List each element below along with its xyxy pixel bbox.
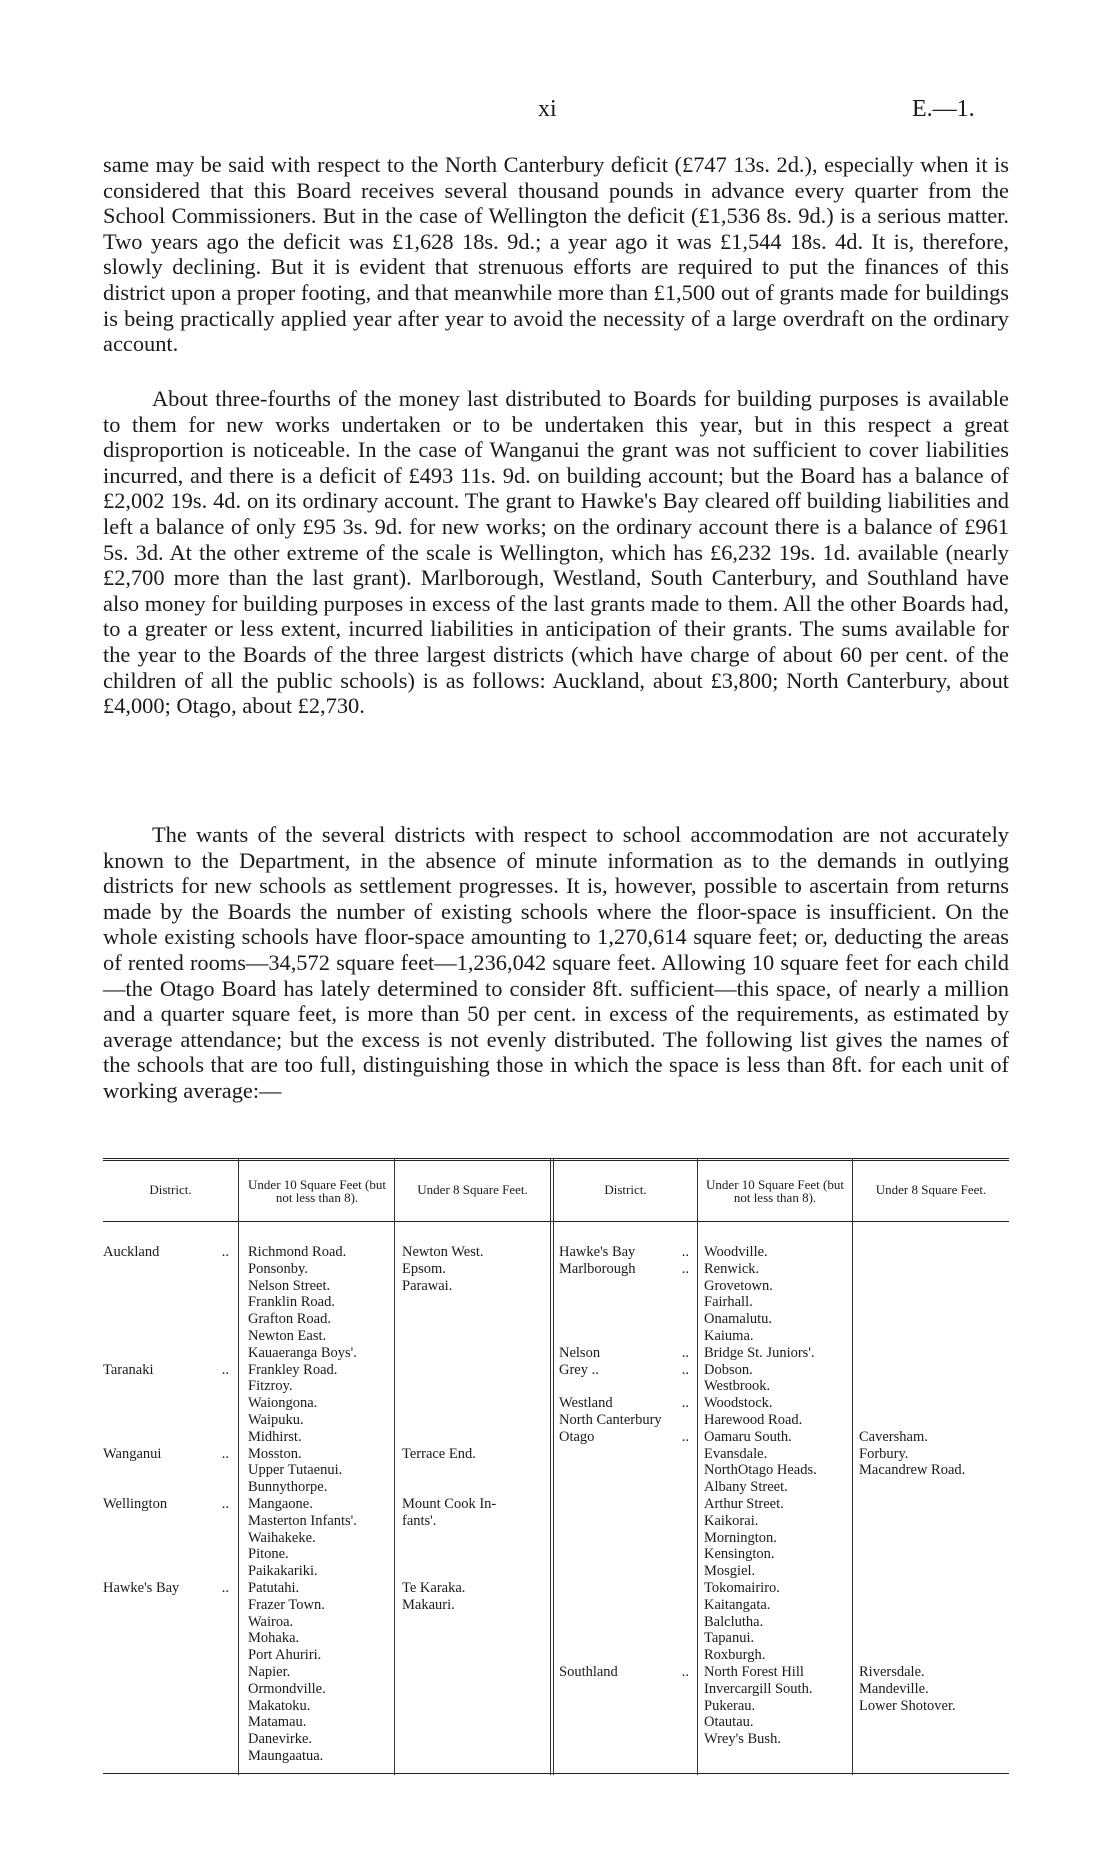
school-under10: Midhirst. xyxy=(248,1428,302,1445)
school-under10: Kaikorai. xyxy=(704,1512,759,1529)
school-under10: Invercargill South. xyxy=(704,1680,813,1697)
leader-dots: .. xyxy=(221,1496,229,1512)
school-under10: Onamalutu. xyxy=(704,1311,773,1328)
leader-dots: .. xyxy=(221,1244,229,1260)
school-under10: Ormondville. xyxy=(248,1680,326,1697)
school-under10: Ponsonby. xyxy=(248,1260,308,1277)
district-name: Otago .. xyxy=(559,1428,689,1445)
school-under10: Masterton Infants'. xyxy=(248,1512,357,1529)
school-under10: Waipuku. xyxy=(248,1412,304,1428)
school-under10: Patutahi. xyxy=(248,1580,300,1596)
school-under10: Mohaka. xyxy=(248,1630,300,1647)
paragraph-1: same may be said with respect to the North Canterbury deficit (£747 13s. 2d.), especially when it is considered that this Board receives several thousand pounds in advance every quarter from the School Commissioners. But in the case of Wellington the deficit (£1,536 8s. 9d.) is a serious matter. Two years ago the deficit was £1,628 18s. 9d.; a year ago it was £1,544 18s. 4d. It is, therefore, slowly declining. But it is evident that strenuous efforts are required to put the finances of this district upon a proper footing, and that meanwhile more than £1,500 out of grants made for buildings is being practically applied year after year to avoid the necessity of a large overdraft on the ordinary account. xyxy=(103,152,1009,357)
school-under10: Pukerau. xyxy=(704,1697,756,1714)
school-under10: Danevirke. xyxy=(248,1731,313,1748)
school-under10: Woodstock. xyxy=(704,1395,773,1412)
school-under8: Te Karaka. xyxy=(402,1580,466,1596)
district-name: North Canterbury xyxy=(559,1412,662,1428)
school-under10: Roxburgh. xyxy=(704,1647,766,1664)
school-under10: Mosston. xyxy=(248,1445,302,1462)
school-under10: Waihakeke. xyxy=(248,1529,316,1546)
school-under8: fants'. xyxy=(402,1512,437,1529)
school-under10: Matamau. xyxy=(248,1714,307,1731)
district-name: Westland .. xyxy=(559,1395,689,1412)
header-under8-right: Under 8 Square Feet. xyxy=(875,1182,987,1197)
school-under8: Epsom. xyxy=(402,1260,446,1277)
school-under8: Makauri. xyxy=(402,1596,455,1613)
school-under10: Nelson Street. xyxy=(248,1277,331,1294)
school-under8: Mandeville. xyxy=(859,1680,929,1697)
school-under10: Kaiuma. xyxy=(704,1328,754,1344)
school-under10: Port Ahuriri. xyxy=(248,1647,322,1664)
school-under10: Kaitangata. xyxy=(704,1596,771,1613)
school-under10: Westbrook. xyxy=(704,1378,771,1395)
school-under8: Riversdale. xyxy=(859,1664,925,1680)
paragraph-2: About three-fourths of the money last distributed to Boards for building purposes is available to them for new works undertaken or to be undertaken this year, but in this respect a great disproportion is noticeable. In the case of Wanganui the grant was not sufficient to cover liabilities incurred, and there is a deficit of £493 11s. 9d. on building account; but the Board has a balance of £2,002 19s. 4d. on its ordinary account. The grant to Hawke's Bay cleared off building liabilities and left a balance of only £95 3s. 9d. for new works; on the ordinary account there is a balance of £961 5s. 3d. At the other extreme of the scale is Wellington, which has £6,232 19s. 1d. available (nearly £2,700 more than the last grant). Marlborough, Westland, South Canterbury, and Southland have also money for building purposes in excess of the last grants made to them. All the other Boards had, to a greater or less extent, incurred liabilities in anticipation of their grants. The sums available for the year to the Boards of the three largest districts (which have charge of about 60 per cent. of the children of all the public schools) is as follows: Auckland, about £3,800; North Canterbury, about £4,000; Otago, about £2,730. xyxy=(103,386,1009,719)
school-under10: Fairhall. xyxy=(704,1294,753,1311)
column-divider xyxy=(394,1158,395,1775)
school-under10: Pitone. xyxy=(248,1546,289,1563)
header-district-left: District. xyxy=(149,1182,192,1197)
school-under10: Frankley Road. xyxy=(248,1361,338,1378)
school-under10: Grafton Road. xyxy=(248,1311,331,1328)
school-under10: Tapanui. xyxy=(704,1630,755,1647)
school-under10: NorthOtago Heads. xyxy=(704,1462,817,1479)
school-under10: Upper Tutaenui. xyxy=(248,1462,343,1479)
column-divider xyxy=(550,1158,551,1775)
column-divider xyxy=(852,1158,853,1775)
school-under10: Frazer Town. xyxy=(248,1596,325,1613)
school-under10: Richmond Road. xyxy=(248,1244,347,1260)
school-under10: Balclutha. xyxy=(704,1613,764,1630)
school-under10: Otautau. xyxy=(704,1714,754,1731)
school-under10: Mosgiel. xyxy=(704,1563,756,1580)
school-under10: Maungaatua. xyxy=(248,1748,324,1764)
district-name: Marlborough .. xyxy=(559,1260,689,1277)
page-number: xi xyxy=(538,96,557,122)
header-under8-left: Under 8 Square Feet. xyxy=(417,1182,528,1197)
school-under8: Macandrew Road. xyxy=(859,1462,966,1479)
column-divider xyxy=(697,1158,698,1775)
school-under10: Renwick. xyxy=(704,1260,760,1277)
leader-dots: .. xyxy=(681,1664,689,1680)
district-name: Wanganui .. xyxy=(103,1445,229,1462)
school-under10: Bunnythorpe. xyxy=(248,1479,328,1496)
leader-dots: .. xyxy=(681,1344,689,1361)
school-under10: Franklin Road. xyxy=(248,1294,335,1311)
district-name: Southland .. xyxy=(559,1664,689,1680)
school-under10: Wairoa. xyxy=(248,1613,294,1630)
school-under10: Grovetown. xyxy=(704,1277,773,1294)
school-under10: Napier. xyxy=(248,1664,291,1680)
leader-dots: .. xyxy=(221,1580,229,1596)
school-under10: Dobson. xyxy=(704,1361,753,1378)
school-under10: North Forest Hill xyxy=(704,1664,804,1680)
overcrowded-schools-table xyxy=(103,1158,1009,1775)
header-under10-right: Under 10 Square Feet (but not less than 8). xyxy=(706,1177,844,1205)
school-under10: Wrey's Bush. xyxy=(704,1731,781,1748)
school-under10: Mornington. xyxy=(704,1529,777,1546)
school-under10: Newton East. xyxy=(248,1328,327,1344)
leader-dots: .. xyxy=(681,1244,689,1260)
school-under8: Lower Shotover. xyxy=(859,1697,956,1714)
school-under10: Evansdale. xyxy=(704,1445,768,1462)
school-under10: Arthur Street. xyxy=(704,1496,784,1512)
district-name: Hawke's Bay .. xyxy=(103,1580,229,1596)
school-under10: Harewood Road. xyxy=(704,1412,803,1428)
leader-dots: .. xyxy=(221,1361,229,1378)
header-district-right: District. xyxy=(604,1182,647,1197)
school-under8: Mount Cook In- xyxy=(402,1496,497,1512)
school-under8: Caversham. xyxy=(859,1428,928,1445)
school-under10: Mangaone. xyxy=(248,1496,313,1512)
leader-dots: .. xyxy=(221,1445,229,1462)
district-name: Grey .. .. xyxy=(559,1361,689,1378)
column-divider xyxy=(553,1158,554,1775)
school-under8: Newton West. xyxy=(402,1244,484,1260)
school-under10: Kauaeranga Boys'. xyxy=(248,1344,357,1361)
leader-dots: .. xyxy=(681,1361,689,1378)
district-name: Wellington .. xyxy=(103,1496,229,1512)
header-under10-left: Under 10 Square Feet (but not less than 8). xyxy=(248,1177,386,1205)
district-name: Taranaki .. xyxy=(103,1361,229,1378)
column-divider xyxy=(238,1158,239,1775)
school-under8: Forbury. xyxy=(859,1445,909,1462)
school-under8: Parawai. xyxy=(402,1277,453,1294)
school-under10: Albany Street. xyxy=(704,1479,788,1496)
school-under10: Waiongona. xyxy=(248,1395,318,1412)
school-under10: Makatoku. xyxy=(248,1697,311,1714)
school-under10: Paikakariki. xyxy=(248,1563,318,1580)
district-name: Auckland .. xyxy=(103,1244,229,1260)
school-under10: Kensington. xyxy=(704,1546,775,1563)
school-under10: Woodville. xyxy=(704,1244,768,1260)
leader-dots: .. xyxy=(681,1395,689,1412)
school-under8: Terrace End. xyxy=(402,1445,476,1462)
leader-dots: .. xyxy=(681,1428,689,1445)
school-under10: Tokomairiro. xyxy=(704,1580,780,1596)
district-name: Hawke's Bay .. xyxy=(559,1244,689,1260)
school-under10: Fitzroy. xyxy=(248,1378,293,1395)
school-under10: Bridge St. Juniors'. xyxy=(704,1344,815,1361)
school-under10: Oamaru South. xyxy=(704,1428,792,1445)
district-name: Nelson .. xyxy=(559,1344,689,1361)
paragraph-3: The wants of the several districts with respect to school accommodation are not accurately known to the Department, in the absence of minute information as to the demands in outlying districts for new schools as settlement progresses. It is, however, possible to ascertain from returns made by the Boards the number of existing schools where the floor-space is insufficient. On the whole existing schools have floor-space amounting to 1,270,614 square feet; or, deducting the areas of rented rooms—34,572 square feet—1,236,042 square feet. Allowing 10 square feet for each child—the Otago Board has lately determined to consider 8ft. sufficient—this space, of nearly a million and a quarter square feet, is more than 50 per cent. in excess of the requirements, as estimated by average attendance; but the excess is not evenly distributed. The following list gives the names of the schools that are too full, distinguishing those in which the space is less than 8ft. for each unit of working average:— xyxy=(103,822,1009,1103)
leader-dots: .. xyxy=(681,1260,689,1277)
document-code: E.—1. xyxy=(912,96,975,122)
